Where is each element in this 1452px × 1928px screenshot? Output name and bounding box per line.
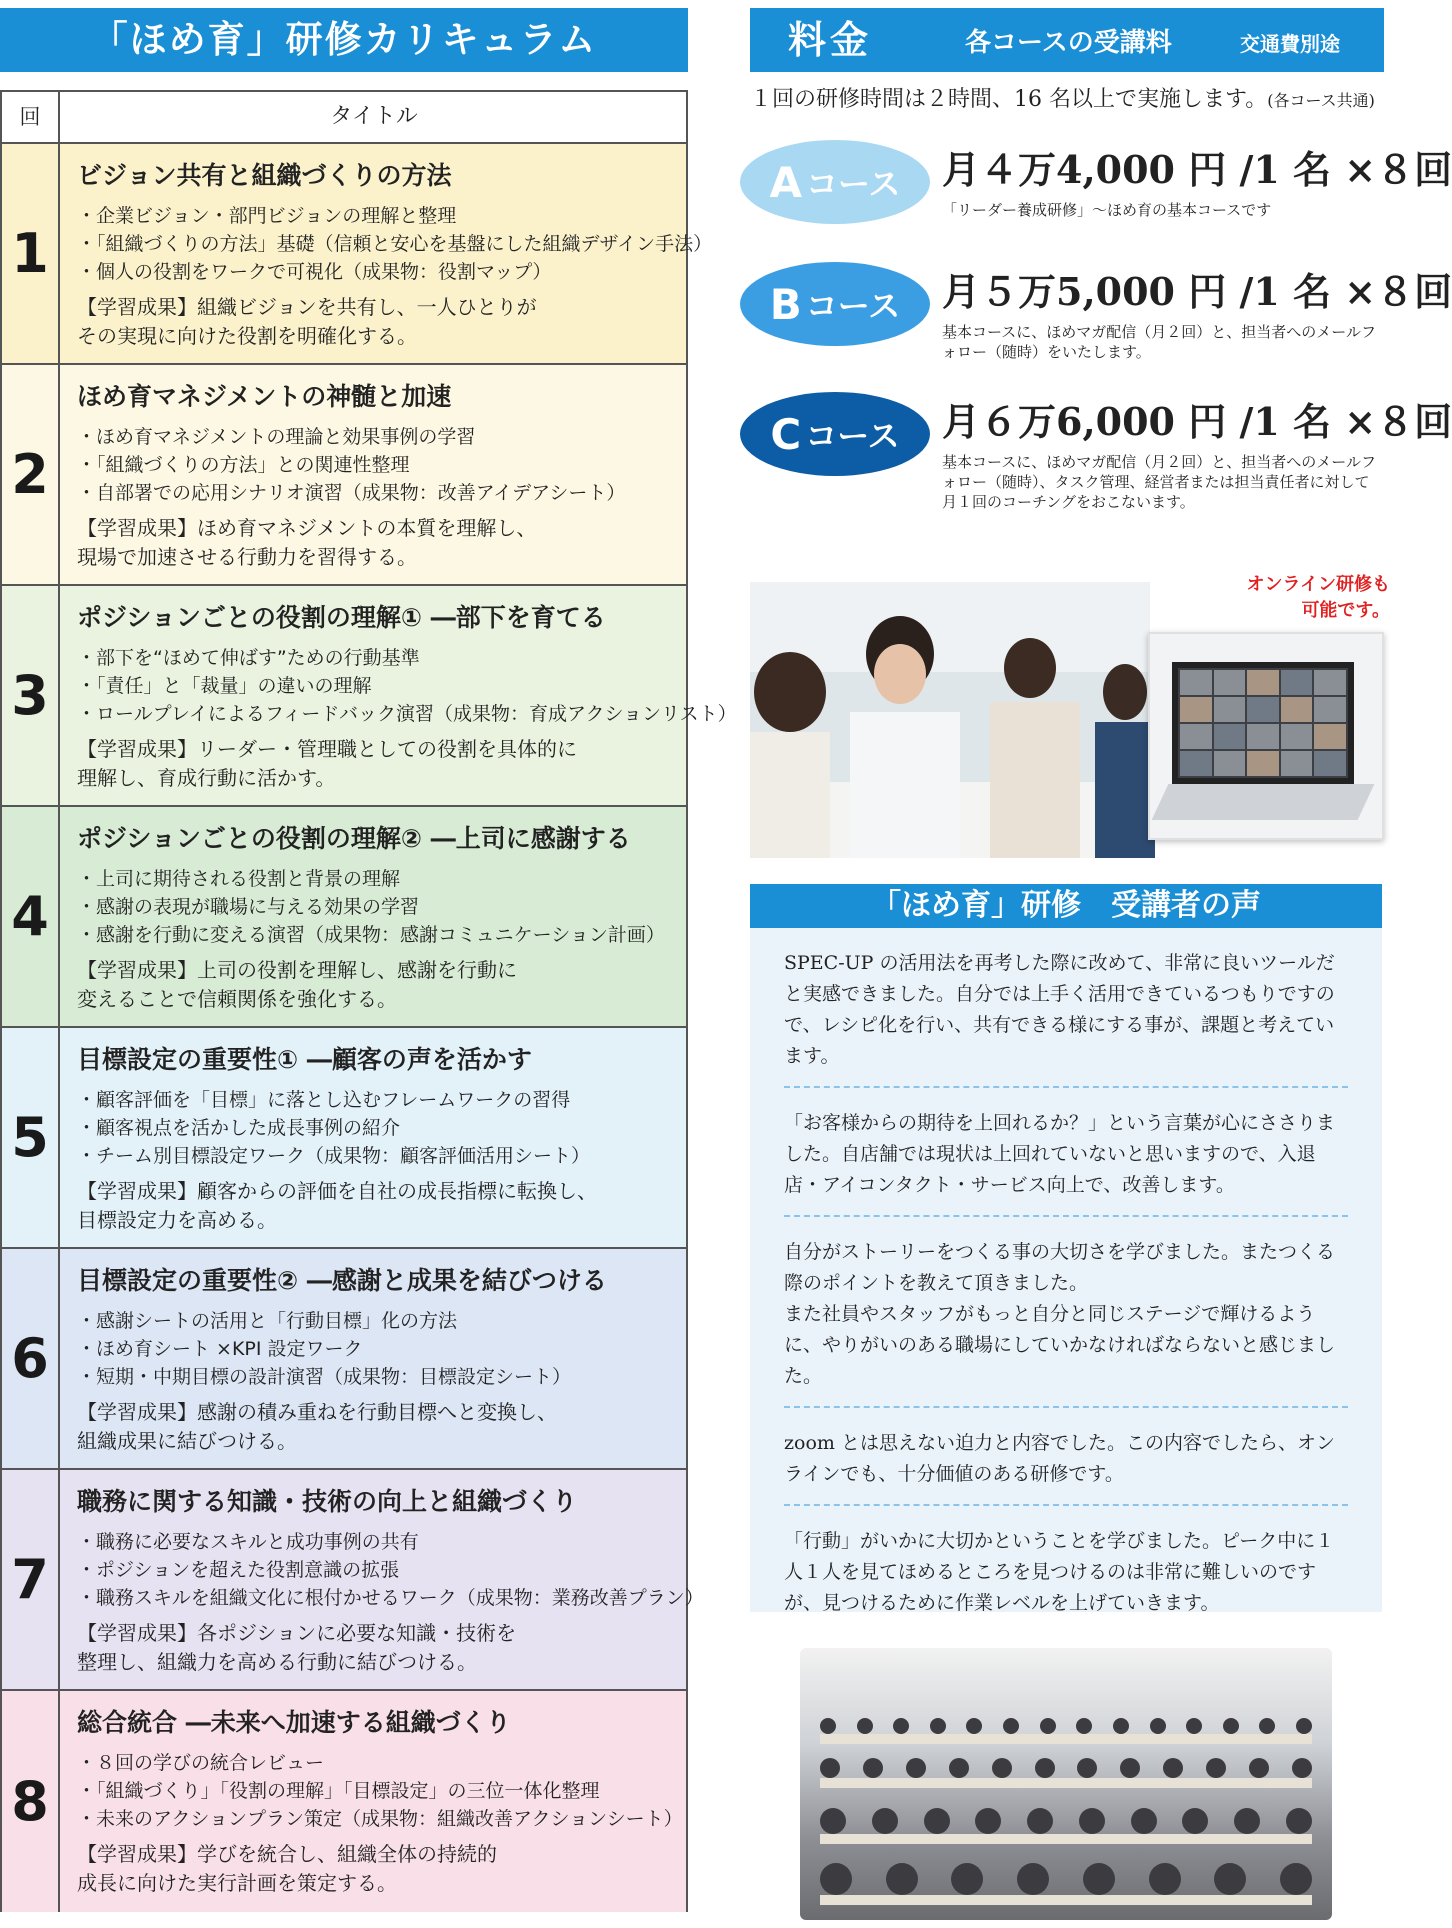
- session-bullet: ・職務スキルを組織文化に根付かせるワーク（成果物：業務改善プラン）: [77, 1587, 704, 1609]
- session-bullet: ・感謝の表現が職場に与える効果の学習: [77, 896, 420, 918]
- session-bullet: ・上司に期待される役割と背景の理解: [77, 868, 401, 890]
- attendee: [872, 1808, 898, 1834]
- learning-result: [77, 1398, 677, 1456]
- seminar-photo: [800, 1648, 1332, 1920]
- session-bullet: ・ほめ育マネジメントの理論と効果事例の学習: [77, 426, 476, 448]
- attendee: [975, 1808, 1001, 1834]
- session-body: [77, 1042, 677, 1235]
- fee-lead: [750, 82, 1390, 119]
- learning-result: [77, 956, 677, 1014]
- online-note: [1210, 572, 1390, 624]
- session-bullets: [77, 1749, 683, 1833]
- session-bullet: ・チーム別目標設定ワーク（成果物：顧客評価活用シート）: [77, 1145, 591, 1167]
- learning-result-line2: 目標設定力を高める。: [77, 1208, 277, 1232]
- seminar-table: [820, 1834, 1312, 1844]
- session-number: 7: [2, 1470, 60, 1689]
- attendee: [1149, 1863, 1181, 1895]
- attendee: [1113, 1718, 1129, 1734]
- course-label: コース: [806, 165, 901, 203]
- course-badge: [740, 140, 930, 224]
- attendee: [1131, 1808, 1157, 1834]
- session-bullet: ・短期・中期目標の設計演習（成果物：目標設定シート）: [77, 1366, 572, 1388]
- session-title: 総合統合 ―未来へ加速する組織づくり: [77, 1708, 511, 1737]
- learning-result-line2: 現場で加速させる行動力を習得する。: [77, 545, 417, 569]
- attendee: [1150, 1718, 1166, 1734]
- session-bullet: ・ポジションを超えた役割意識の拡張: [77, 1559, 400, 1581]
- course-description: 基本コースに、ほめマガ配信（月２回）と、担当者へのメールフォロー（随時）をいたします。: [942, 323, 1376, 361]
- attendee: [820, 1808, 846, 1834]
- session-bullet: ・感謝シートの活用と「行動目標」化の方法: [77, 1310, 458, 1332]
- curriculum-row: [2, 1691, 686, 1912]
- session-number: 5: [2, 1028, 60, 1247]
- session-bullet: ・「組織づくりの方法」基礎（信頼と安心を基盤にした組織デザイン手法）: [77, 233, 713, 255]
- learning-result-line2: 理解し、育成行動に活かす。: [77, 766, 336, 790]
- online-note-line2: 可能です。: [1301, 600, 1390, 621]
- session-number: 1: [2, 144, 60, 363]
- course-a: [740, 140, 1452, 250]
- course-badge: [740, 392, 930, 476]
- attendee: [951, 1863, 983, 1895]
- fee-header: [750, 8, 1384, 72]
- session-bullet: ・企業ビジョン・部門ビジョンの理解と整理: [77, 205, 457, 227]
- attendee: [966, 1718, 982, 1734]
- session-number: 4: [2, 807, 60, 1026]
- attendee: [1076, 1718, 1092, 1734]
- course-b: [740, 262, 1452, 372]
- session-title: ビジョン共有と組織づくりの方法: [77, 161, 452, 190]
- voice-item: zoom とは思えない迫力と内容でした。この内容でしたら、オンラインでも、十分価値のある研修です。: [784, 1422, 1348, 1506]
- session-bullet: ・ほめ育シート ×KPI 設定ワーク: [77, 1338, 363, 1360]
- learning-result-line1: 【学習成果】ほめ育マネジメントの本質を理解し、: [77, 516, 537, 540]
- video-call-grid: [1172, 662, 1354, 784]
- learning-result: [77, 735, 677, 793]
- training-photo-illustration: [750, 582, 1150, 858]
- session-body: [77, 1484, 704, 1677]
- session-bullets: [77, 644, 737, 728]
- curriculum-row: [2, 365, 686, 586]
- attendee: [1292, 1758, 1312, 1778]
- learning-result-line1: 【学習成果】各ポジションに必要な知識・技術を: [77, 1621, 517, 1645]
- session-title: ポジションごとの役割の理解② ―上司に感謝する: [77, 824, 631, 853]
- voices-title: 「ほめ育」研修 受講者の声: [750, 884, 1382, 928]
- session-title: 目標設定の重要性② ―感謝と成果を結びつける: [77, 1266, 607, 1295]
- learning-result: [77, 514, 677, 572]
- attendee: [1186, 1718, 1202, 1734]
- session-body: [77, 379, 677, 572]
- learning-result-line1: 【学習成果】組織ビジョンを共有し、一人ひとりが: [77, 295, 537, 319]
- course-price: 月４万4,000 円 /1 名 ×８回: [942, 147, 1452, 192]
- fee-note: 交通費別途: [1240, 32, 1340, 56]
- attendee: [1249, 1758, 1269, 1778]
- session-title: ほめ育マネジメントの神髄と加速: [77, 382, 452, 411]
- attendee: [1163, 1758, 1183, 1778]
- attendee: [1206, 1758, 1226, 1778]
- learning-result-line1: 【学習成果】上司の役割を理解し、感謝を行動に: [77, 958, 517, 982]
- course-price: 月６万6,000 円 /1 名 ×８回: [942, 399, 1452, 444]
- attendee: [1040, 1718, 1056, 1734]
- course-description: 「リーダー養成研修」〜ほめ育の基本コースです: [942, 201, 1272, 219]
- session-bullet: ・「組織づくり」「役割の理解」「目標設定」の三位一体化整理: [77, 1780, 600, 1802]
- curriculum-row: [2, 1028, 686, 1249]
- fee-title: 料金: [788, 18, 873, 62]
- session-body: [77, 158, 713, 351]
- learning-result-line2: 整理し、組織力を高める行動に結びつける。: [77, 1650, 477, 1674]
- session-bullet: ・個人の役割をワークで可視化（成果物：役割マップ）: [77, 261, 552, 283]
- learning-result-line1: 【学習成果】感謝の積み重ねを行動目標へと変換し、: [77, 1400, 557, 1424]
- session-body: [77, 821, 677, 1014]
- curriculum-title: 「ほめ育」研修カリキュラム: [0, 8, 688, 72]
- session-bullets: [77, 865, 677, 949]
- attendee: [1223, 1718, 1239, 1734]
- learning-result: [77, 293, 677, 351]
- session-bullet: ・職務に必要なスキルと成功事例の共有: [77, 1531, 419, 1553]
- course-badge: [740, 262, 930, 346]
- learning-result-line1: 【学習成果】顧客からの評価を自社の成長指標に転換し、: [77, 1179, 597, 1203]
- session-bullet: ・ロールプレイによるフィードバック演習（成果物：育成アクションリスト）: [77, 703, 737, 725]
- header-title: タイトル: [330, 104, 418, 129]
- learning-result-line2: 変えることで信頼関係を強化する。: [77, 987, 397, 1011]
- session-bullet: ・顧客評価を「目標」に落とし込むフレームワークの習得: [77, 1089, 571, 1111]
- session-title: ポジションごとの役割の理解① ―部下を育てる: [77, 603, 606, 632]
- session-bullet: ・「責任」と「裁量」の違いの理解: [77, 675, 372, 697]
- curriculum-row: [2, 807, 686, 1028]
- session-number: 3: [2, 586, 60, 805]
- attendee: [1017, 1863, 1049, 1895]
- attendee: [992, 1758, 1012, 1778]
- voice-item: SPEC-UP の活用法を再考した際に改めて、非常に良いツールだと実感できました。自分では上手く活用できているつもりですので、レシピ化を行い、共有できる様にする事が、課題と考えています。: [784, 942, 1348, 1088]
- session-bullets: [77, 1307, 677, 1391]
- training-photo: [750, 582, 1150, 858]
- session-title: 目標設定の重要性① ―顧客の声を活かす: [77, 1045, 532, 1074]
- session-bullet: ・「組織づくりの方法」との関連性整理: [77, 454, 410, 476]
- learning-result-line2: 組織成果に結びつける。: [77, 1429, 297, 1453]
- course-description: 基本コースに、ほめマガ配信（月２回）と、担当者へのメールフォロー（随時）、タスク管理、経営者または担当責任者に対して月１回のコーチングをおこないます。: [942, 453, 1376, 511]
- attendee: [1296, 1718, 1312, 1734]
- session-bullets: [77, 1528, 704, 1612]
- session-body: [77, 600, 737, 793]
- session-number: 8: [2, 1691, 60, 1912]
- voices-box: [750, 928, 1382, 1612]
- attendee: [863, 1758, 883, 1778]
- fee-subtitle: 各コースの受講料: [965, 28, 1172, 58]
- seminar-table: [820, 1778, 1312, 1788]
- attendee: [1259, 1718, 1275, 1734]
- fee-lead-text: １回の研修時間は２時間、16 名以上で実施します。: [750, 87, 1268, 112]
- session-title: 職務に関する知識・技術の向上と組織づくり: [77, 1487, 578, 1516]
- attendee: [820, 1758, 840, 1778]
- course-c: [740, 392, 1452, 511]
- course-letter: B: [769, 279, 802, 329]
- learning-result: [77, 1177, 677, 1235]
- session-bullet: ・感謝を行動に変える演習（成果物：感謝コミュニケーション計画）: [77, 924, 665, 946]
- curriculum-row: [2, 1470, 704, 1691]
- session-body: [77, 1263, 677, 1456]
- attendee: [820, 1863, 852, 1895]
- fee-lead-small: (各コース共通): [1267, 91, 1375, 110]
- attendee: [1077, 1758, 1097, 1778]
- course-label: コース: [805, 417, 900, 455]
- attendee: [886, 1863, 918, 1895]
- online-note-line1: オンライン研修も: [1246, 574, 1390, 595]
- attendee: [1003, 1718, 1019, 1734]
- attendee: [924, 1808, 950, 1834]
- session-number: 6: [2, 1249, 60, 1468]
- attendee: [1083, 1863, 1115, 1895]
- header-num: 回: [2, 92, 60, 142]
- attendee: [1027, 1808, 1053, 1834]
- attendee: [1035, 1758, 1055, 1778]
- attendee: [1286, 1808, 1312, 1834]
- seminar-table: [820, 1895, 1312, 1905]
- voice-item: 「行動」がいかに大切かということを学びました。ピーク中に１人１人を見てほめるところを見つけるのは非常に難しいのですが、見つけるために作業レベルを上げていきます。: [784, 1530, 1335, 1614]
- table-header: [2, 92, 686, 144]
- session-bullet: ・未来のアクションプラン策定（成果物：組織改善アクションシート）: [77, 1808, 683, 1830]
- attendee: [949, 1758, 969, 1778]
- learning-result-line2: その実現に向けた役割を明確化する。: [77, 324, 417, 348]
- learning-result-line1: 【学習成果】学びを統合し、組織全体の持続的: [77, 1842, 497, 1866]
- curriculum-row: [2, 144, 713, 365]
- session-bullet: ・顧客視点を活かした成長事例の紹介: [77, 1117, 401, 1139]
- laptop-keyboard: [1152, 784, 1375, 820]
- attendee: [893, 1718, 909, 1734]
- voice-item: 自分がストーリーをつくる事の大切さを学びました。またつくる際のポイントを教えて頂きました。 また社員やスタッフがもっと自分と同じステージで輝けるように、やりがいのある職場にしていかなければならないと感じました。: [784, 1231, 1348, 1408]
- session-bullets: [77, 202, 713, 286]
- laptop-image: [1148, 632, 1384, 840]
- attendee: [1234, 1808, 1260, 1834]
- session-bullet: ・自部署での応用シナリオ演習（成果物：改善アイデアシート）: [77, 482, 626, 504]
- session-bullet: ・８回の学びの統合レビュー: [77, 1752, 325, 1774]
- session-body: [77, 1705, 683, 1898]
- attendee: [1182, 1808, 1208, 1834]
- course-price: 月５万5,000 円 /1 名 ×８回: [942, 269, 1452, 314]
- attendee: [1120, 1758, 1140, 1778]
- session-bullet: ・部下を“ほめて伸ばす”ための行動基準: [77, 647, 420, 669]
- session-bullets: [77, 1086, 677, 1170]
- course-label: コース: [805, 287, 901, 325]
- attendee: [820, 1718, 836, 1734]
- curriculum-row: [2, 1249, 686, 1470]
- learning-result: [77, 1619, 677, 1677]
- seminar-table: [820, 1734, 1312, 1744]
- learning-result-line2: 成長に向けた実行計画を策定する。: [77, 1871, 397, 1895]
- voice-item: 「お客様からの期待を上回れるか？」という言葉が心にささりました。自店舗では現状は上回れていないと思いますので、入退店・アイコンタクト・サービス向上で、改善します。: [784, 1102, 1348, 1217]
- curriculum-row: [2, 586, 737, 807]
- learning-result-line1: 【学習成果】リーダー・管理職としての役割を具体的に: [77, 737, 577, 761]
- learning-result: [77, 1840, 677, 1898]
- course-letter: C: [770, 409, 802, 459]
- attendee: [1079, 1808, 1105, 1834]
- attendee: [857, 1718, 873, 1734]
- attendee: [906, 1758, 926, 1778]
- attendee: [1280, 1863, 1312, 1895]
- session-number: 2: [2, 365, 60, 584]
- course-letter: A: [769, 157, 803, 207]
- attendee: [930, 1718, 946, 1734]
- curriculum-table: [0, 90, 737, 1912]
- attendee: [1214, 1863, 1246, 1895]
- session-bullets: [77, 423, 677, 507]
